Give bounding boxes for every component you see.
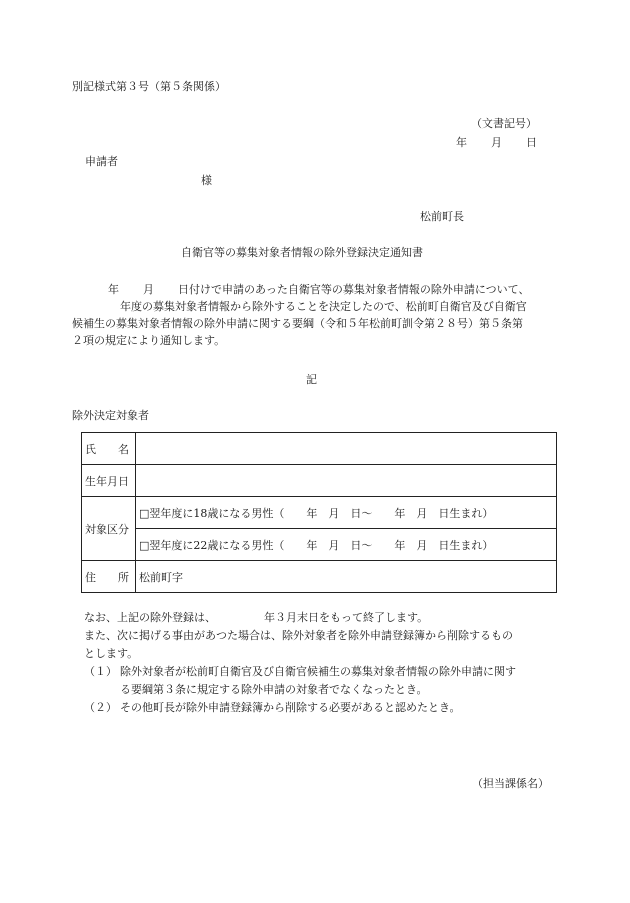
name-value — [136, 433, 557, 465]
end-suffix: 年３月末日をもって終了します。 — [264, 611, 429, 624]
issuer: 松前町長 — [420, 210, 464, 223]
document-title: 自衛官等の募集対象者情報の除外登録決定通知書 — [181, 246, 423, 259]
honorific: 様 — [201, 174, 212, 187]
end-line — [72, 609, 552, 627]
body-line-1 — [72, 281, 552, 298]
delete-line-2: とします。 — [84, 647, 139, 660]
target-heading: 除外決定対象者 — [72, 409, 149, 422]
date-year: 年 — [456, 136, 467, 149]
body-line-4: ２項の規定により通知します。 — [72, 334, 226, 347]
ki-heading: 記 — [306, 373, 317, 386]
body-year: 年 — [108, 283, 119, 296]
applicant-label: 申請者 — [85, 155, 118, 168]
body-paragraph — [72, 281, 552, 349]
item-2 — [72, 699, 552, 717]
table-row-birth — [82, 465, 557, 497]
table-row-category-2 — [82, 529, 557, 561]
item-2-text: その他町長が除外申請登録簿から削除する必要があると認めたとき。 — [120, 701, 461, 714]
address-value: 松前町字 — [136, 561, 557, 593]
notes-section — [72, 609, 552, 717]
date-day: 日 — [526, 136, 537, 149]
body-line-2: 年度の募集対象者情報から除外することを決定したので、松前町自衛官及び自衛官 — [120, 300, 527, 313]
section-name: （担当課係名） — [472, 777, 549, 790]
item-2-number: （２） — [84, 701, 117, 714]
body-line-1-text: 日付けで申請のあった自衛官等の募集対象者情報の除外申請について、 — [178, 283, 530, 296]
delete-line-1: また、次に掲げる事由があつた場合は、除外対象者を除外申請登録簿から削除するもの — [84, 629, 513, 642]
document-number: （文書記号） — [471, 117, 537, 130]
category-option-18: □翌年度に18歳になる男性（ 年 月 日～ 年 月 日生まれ） — [136, 497, 557, 529]
target-table — [81, 432, 557, 593]
end-prefix: なお、上記の除外登録は、 — [84, 611, 216, 624]
category-label: 対象区分 — [82, 497, 136, 561]
table-row-category-1 — [82, 497, 557, 529]
category-option-22: □翌年度に22歳になる男性（ 年 月 日～ 年 月 日生まれ） — [136, 529, 557, 561]
date-line — [456, 135, 537, 151]
name-label: 氏 名 — [82, 433, 136, 465]
body-month: 月 — [143, 283, 154, 296]
birth-value — [136, 465, 557, 497]
body-line-3: 候補生の募集対象者情報の除外申請に関する要綱（令和５年松前町訓令第２８号）第５条第 — [72, 317, 523, 330]
form-label: 別記様式第３号（第５条関係） — [72, 80, 226, 93]
item-1-line-2: る要綱第３条に規定する除外申請の対象者でなくなったとき。 — [120, 683, 428, 696]
table-row-address — [82, 561, 557, 593]
item-1-number: （１） — [84, 665, 117, 678]
table-row-name — [82, 433, 557, 465]
item-1-line-1: 除外対象者が松前町自衛官及び自衛官候補生の募集対象者情報の除外申請に関す — [120, 665, 516, 678]
item-1 — [72, 663, 552, 681]
birth-label: 生年月日 — [82, 465, 136, 497]
date-month: 月 — [491, 136, 502, 149]
address-label: 住 所 — [82, 561, 136, 593]
